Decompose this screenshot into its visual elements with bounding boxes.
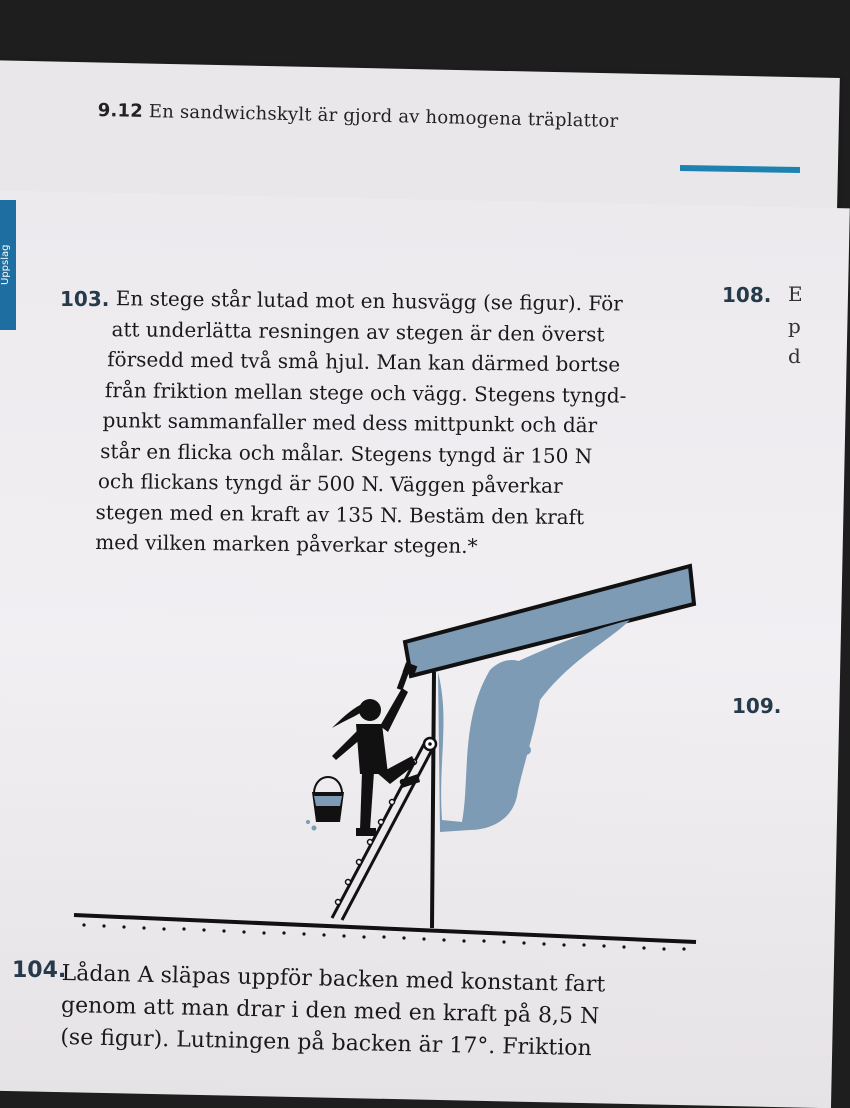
- problem-104-number: 104.: [12, 958, 67, 983]
- girl-painter: [332, 688, 420, 836]
- problem-108-number: 108.: [722, 283, 772, 307]
- problem-103-line: och flickans tyngd är 500 N. Väggen påverkar: [97, 469, 563, 498]
- ladder-figure: [70, 560, 710, 960]
- wall: [432, 672, 434, 928]
- problem-103-line: punkt sammanfaller med dess mittpunkt och där: [102, 408, 598, 438]
- problem-103-text: [95, 283, 678, 564]
- problem-103-line: med vilken marken påverkar stegen.*: [95, 529, 478, 558]
- problem-103-line: stegen med en kraft av 135 N. Bestäm den kraft: [95, 499, 585, 529]
- problem-108-text-fragment: p: [788, 314, 801, 338]
- side-tab: Uppslag: [0, 200, 16, 330]
- problem-103-line: står en flicka och målar. Stegens tyngd är 150 N: [100, 438, 593, 468]
- problem-109-number: 109.: [732, 694, 782, 718]
- problem-103-line: från friktion mellan stege och vägg. Stegens tyngd-: [104, 377, 627, 408]
- paint-dot: [476, 796, 484, 804]
- problem-103-number: 103.: [60, 287, 110, 311]
- problem-108-text-fragment: d: [788, 344, 801, 368]
- problem-108-text-fragment: E: [788, 282, 803, 306]
- problem-103-line: En stege står lutad mot en husvägg (se figur). För: [115, 286, 623, 316]
- underlying-problem-text: En sandwichskylt är gjord av homogena träplattor: [148, 101, 619, 132]
- problem-104-line: Lådan A släpas uppför backen med konstant fart: [61, 960, 606, 998]
- problem-104-line: genom att man drar i den med en kraft på 8,5 N: [60, 992, 600, 1030]
- problem-103-line: försedd med två små hjul. Man kan därmed bortse: [107, 347, 621, 377]
- paint-bucket: [306, 777, 344, 831]
- problem-104-line: (se figur). Lutningen på backen är 17°. Friktion: [60, 1024, 592, 1062]
- underlying-problem-number: 9.12: [97, 100, 144, 122]
- problem-103-line: att underlätta resningen av stegen är den överst: [111, 316, 605, 346]
- paint-dot: [521, 745, 531, 755]
- problem-104-text: [60, 958, 682, 1067]
